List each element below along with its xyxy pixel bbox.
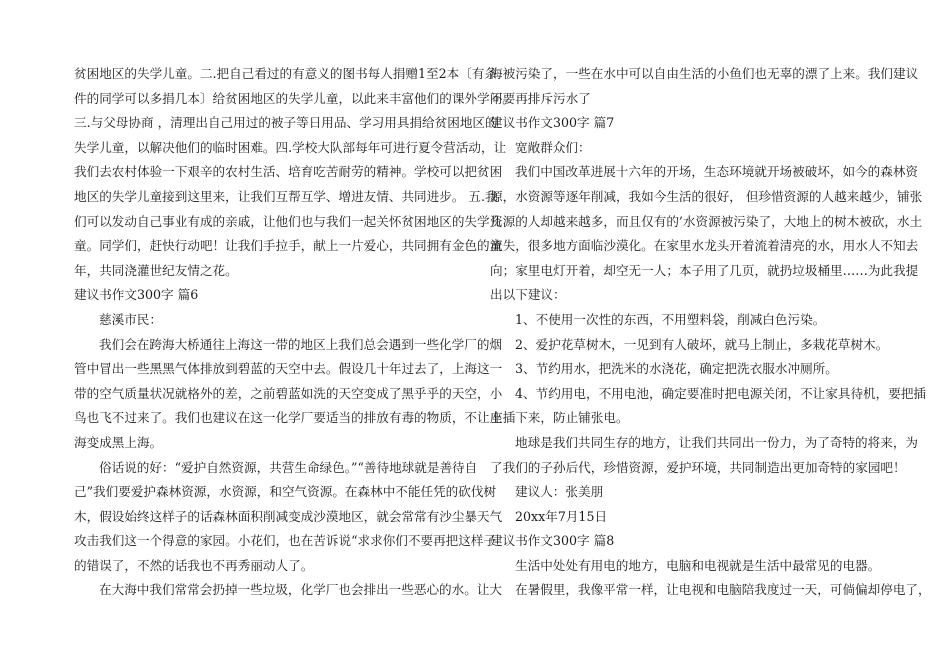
text-line: 我们会在跨海大桥通往上海这一带的地区上我们总会遇到一些化学厂的烟 [99, 336, 502, 352]
text-line: 件的同学可以多捐几本〕给贫困地区的失学儿童，以此来丰富他们的课外学问。 [74, 90, 515, 106]
text-line: 宽敞群众们： [515, 139, 591, 155]
text-line: 三.与父母协商 ，清理出自己用过的被子等日用品、学习用具捐给贫困地区的 [74, 115, 498, 131]
text-line: 攻击我们这一个得意的家园。小花们，也在苦诉说“求求你们不要再把这样子 [74, 533, 497, 549]
text-line: 地区的失学儿童接到这里来，让我们互帮互学、增进友情、共同进步。 五.我 [74, 188, 498, 204]
text-line: 资源的人却越来越多，而且仅有的’水资源被污染了，大地上的树木被砍，水土 [490, 213, 923, 229]
text-line: 木，假设始终这样子的话森林面积削减变成沙漠地区，就会常常有沙尘暴天气 [74, 508, 503, 524]
text-line: 建议书作文300字 篇7 [490, 115, 615, 131]
text-line: 3、节约用水，把洗米的水浇花，确定把洗衣服水冲厕所。 [515, 361, 838, 377]
text-line: 向；家里电灯开着，却空无一人；本子用了几页，就扔垃圾桶里……为此我提 [490, 262, 919, 278]
text-line: 4、节约用电，不用电池，确定要准时把电源关闭，不让家具待机，要把插 [515, 385, 927, 401]
text-line: 生活中处处有用电的地方，电脑和电视就是生活中最常见的电器。 [515, 557, 881, 573]
text-line: 慈溪市民： [99, 311, 162, 327]
text-line: 1、不使用一次性的东西，不用塑料袋，削减白色污染。 [515, 311, 826, 327]
text-line: 在暑假里，我像平常一样，让电视和电脑陪我度过一天，可倘偏却停电了， [515, 582, 931, 598]
text-line: 我们中国改革进展十六年的开场，生态环境就开场被破坏，如今的森林资 [515, 164, 918, 180]
text-line: 座插下来，防止铺张电。 [490, 410, 629, 426]
text-line: 己”我们要爱护森林资源，水资源，和空气资源。在森林中不能任凭的砍伐树 [74, 484, 497, 500]
text-line: 童。同学们，赶快行动吧！让我们手拉手，献上一片爱心，共同拥有金色的童 [74, 238, 503, 254]
text-line: 建议人：张美朋 [515, 484, 604, 500]
text-line: 贫困地区的失学儿童。二.把自己看过的有意义的图书每人捐赠1至2本〔有条 [74, 66, 498, 81]
text-line: 我们去农村体验一下艰辛的农村生活、培育吃苦耐劳的精神。学校可以把贫困 [74, 164, 503, 180]
text-line: 海被污染了，一些在水中可以自由生活的小鱼们也无辜的漂了上来。我们建议 [490, 66, 919, 81]
text-line: 失学儿童，以解决他们的临时困难。四.学校大队部每年可进行夏令营活动，让 [74, 139, 507, 155]
text-line: 出以下建议： [490, 287, 566, 303]
text-line: 建议书作文300字 篇8 [490, 533, 615, 549]
text-line: 鸟也飞不过来了。我们也建议在这一化学厂要适当的排放有毒的物质，不让上 [74, 410, 503, 426]
text-line: 建议书作文300字 篇6 [74, 287, 199, 303]
text-line: 管中冒出一些黑黑气体排放到碧蓝的天空中去。假设几十年过去了，上海这一 [74, 361, 503, 377]
text-line: 源，水资源等逐年削减，我如今生活的很好， 但珍惜资源的人越来越少，铺张 [490, 188, 923, 204]
text-line: 在大海中我们常常会扔掉一些垃圾，化学厂也会排出一些恶心的水。让大 [99, 582, 502, 598]
text-line: 流失，很多地方面临沙漠化。在家里水龙头开着流着清亮的水，用水人不知去 [490, 238, 919, 254]
text-line: 地球是我们共同生存的地方，让我们共同出一份力，为了奇特的将来，为 [515, 434, 918, 450]
text-line: 带的空气质量状况就格外的差，之前碧蓝如洗的天空变成了黑乎乎的天空，小 [74, 385, 503, 401]
right-text-column [490, 62, 931, 603]
text-line: 的错误了，不然的话我也不再秀丽动人了。 [74, 557, 314, 573]
text-line: 20xx年7月15日 [515, 508, 608, 524]
text-line: 年，共同浇灌世纪友情之花。 [74, 262, 238, 278]
text-line: 2、爱护花草树木，一见到有人破坏，就马上制止，多栽花草树木。 [515, 336, 889, 352]
left-text-column [74, 62, 515, 603]
text-line: 了我们的子孙后代，珍惜资源，爱护环境，共同制造出更加奇特的家园吧！ [490, 459, 906, 475]
text-line: 俗话说的好：“爱护自然资源，共营生命绿色。”“善待地球就是善待自 [99, 459, 478, 475]
text-line: 不要再排斥污水了 [490, 90, 591, 106]
text-line: 海变成黑上海。 [74, 434, 163, 450]
text-line: 们可以发动自己事业有成的亲戚，让他们也与我们一起关怀贫困地区的失学儿 [74, 213, 503, 229]
